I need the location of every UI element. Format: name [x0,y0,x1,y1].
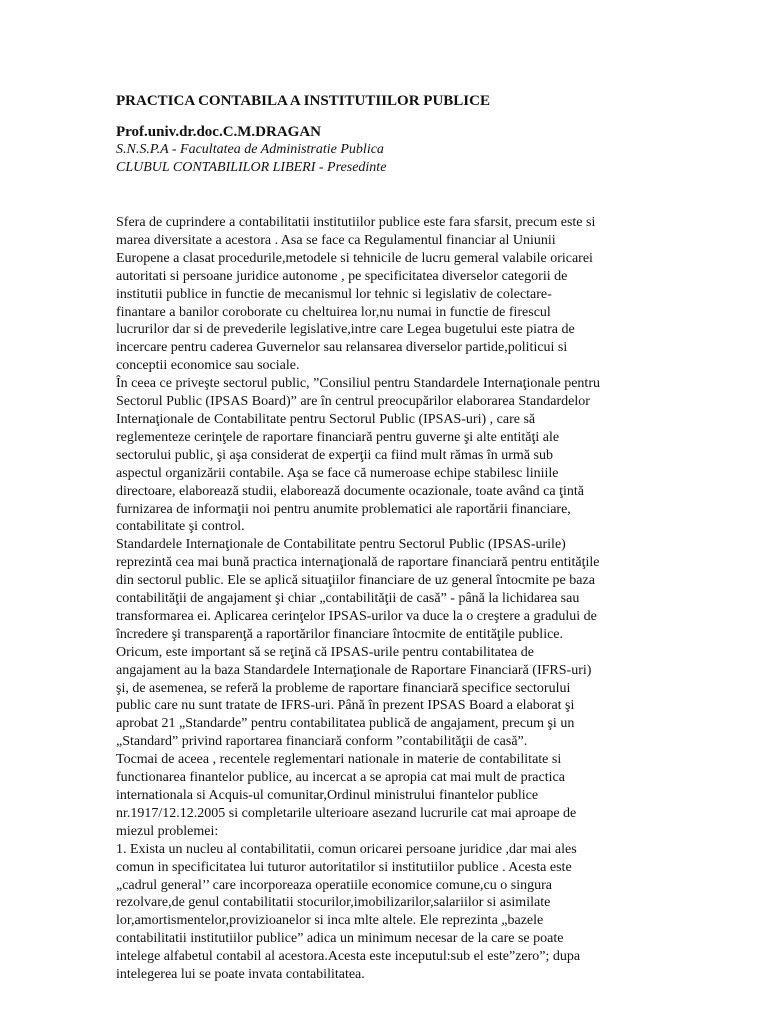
affiliation-line: S.N.S.P.A - Facultatea de Administratie Publica [116,142,384,157]
document-title: PRACTICA CONTABILA A INSTITUTIILOR PUBLICE [116,93,490,109]
text-line: Europene a clasat procedurile,metodele si tehnicile de lucru gemeral valabile oricarei [116,250,593,266]
text-line: contabilitate şi control. [116,519,245,535]
text-line: contabilitatii institutiilor publice” adica un minimum necesar de la care se poate [116,931,564,947]
text-line: internationala si Acquis-ul comunitar,Ordinul ministrului finantelor publice [116,788,539,803]
text-line: Internaţionale de Contabilitate pentru Sectorul Public (IPSAS-uri) , care să [116,411,536,427]
text-line: transformarea ei. Aplicarea cerinţelor IPSAS-urilor va duce la o creştere a gradului de [116,608,597,624]
text-line: directoare, elaborează studii, elaborează documente ocazionale, toate având ca ţintă [116,483,584,499]
text-line: Standardele Internaţionale de Contabilitate pentru Sectorul Public (IPSAS-urile) [116,537,566,553]
text-line: Oricum, este important să se reţină că IPSAS-urile pentru contabilitatea de [116,644,534,660]
text-line: aspectul organizării contabile. Aşa se face că numeroase echipe stabilesc liniile [116,465,559,481]
text-line: şi, de asemenea, se referă la probleme de raportare financiară specifice sectorului [116,680,571,696]
text-line: aprobat 21 „Standarde” pentru contabilitatea publică de angajament, precum şi un [116,716,575,732]
text-line: „cadrul general’’ care incorporeaza operatiile economice comune,cu o singura [116,877,552,893]
text-line: din sectorul public. Ele se aplică situaţiilor financiare de uz general întocmite pe baza [116,573,595,589]
text-line: lucrurilor dar si de prevederile legislative,intre care Legea bugetului este piatra de [116,322,575,338]
text-line: 1. Exista un nucleu al contabilitatii, comun oricarei persoane juridice ,dar mai ales [116,841,577,857]
document-page [116,92,656,984]
text-line: sectorului public, şi aşa considerat de experţii ca fiind mult rămas în urmă sub [116,447,553,463]
text-line: furnizarea de informaţii noi pentru anumite problematici ale raportării financiare, [116,501,571,517]
text-line: „Standard” privind raportarea financiară conform ”contabilităţii de casă”. [116,734,528,750]
text-line: conceptii economice sau sociale. [116,358,300,374]
text-line: Tocmai de aceea , recentele reglementari nationale in materie de contabilitate si [116,752,562,768]
text-line: finantare a banilor coroborate cu cheltuirea lor,nu numai in functie de firescul [116,304,551,320]
text-line: intelegerea lui se poate invata contabilitatea. [116,967,365,983]
text-line: reprezintă cea mai bună practica internaţională de raportare financiară pentru entităţile [116,555,600,571]
text-line: institutii publice in functie de mecanismul lor tehnic si legislativ de colectare- [116,286,552,302]
text-line: încredere şi transparenţă a raportărilor financiare întocmite de entităţile publice. [116,626,564,642]
text-line: angajament au la baza Standardele Internaţionale de Raportare Financiară (IFRS-uri) [116,662,592,678]
text-line: lor,amortismentelor,provizioanelor si inca mlte altele. Ele reprezinta „bazele [116,913,544,929]
affiliation-line: CLUBUL CONTABILILOR LIBERI - Presedinte [116,160,387,175]
text-line: miezul problemei: [116,823,219,839]
body-text [116,214,656,984]
author-name: Prof.univ.dr.doc.C.M.DRAGAN [116,124,322,140]
text-line: contabilităţii de angajament şi chiar „contabilităţii de casă” - până la lichidarea sau [116,591,580,607]
text-line: functionarea finantelor publice, au incercat a se apropia cat mai mult de practica [116,770,565,786]
text-line: public care nu sunt tratate de IFRS-uri. Până în prezent IPSAS Board a elaborat şi [116,698,575,714]
text-line: marea diversitate a acestora . Asa se face ca Regulamentul financiar al Uniunii [116,232,556,248]
text-line: nr.1917/12.12.2005 si completarile ulterioare asezand lucrurile cat mai aproape de [116,805,577,821]
text-line: reglementeze cerinţele de raportare financiară pentru guverne şi alte entităţi ale [116,429,560,445]
text-line: incercare pentru caderea Guvernelor sau relansarea diverselor partide,politicui si [116,340,568,356]
text-line: intelege alfabetul contabil al acestora.Acesta este inceputul:sub el este”zero”; dupa [116,949,581,965]
text-line: Sfera de cuprindere a contabilitatii institutiilor publice este fara sfarsit, precum este si [116,215,596,230]
text-line: rezolvare,de genul contabilitatii stocurilor,imobilizarilor,salariilor si asimilate [116,895,551,911]
text-line: Sectorul Public (IPSAS Board)” are în centrul preocupărilor elaborarea Standardelor [116,394,590,410]
text-line: autoritati si persoane juridice autonome , pe specificitatea diverselor categorii de [116,268,568,284]
text-line: În ceea ce priveşte sectorul public, ”Consiliul pentru Standardele Internaţionale pentru [116,376,600,392]
text-line: comun in specificitatea lui tuturor autoritatilor si institutiilor publice . Acesta este [116,859,572,875]
